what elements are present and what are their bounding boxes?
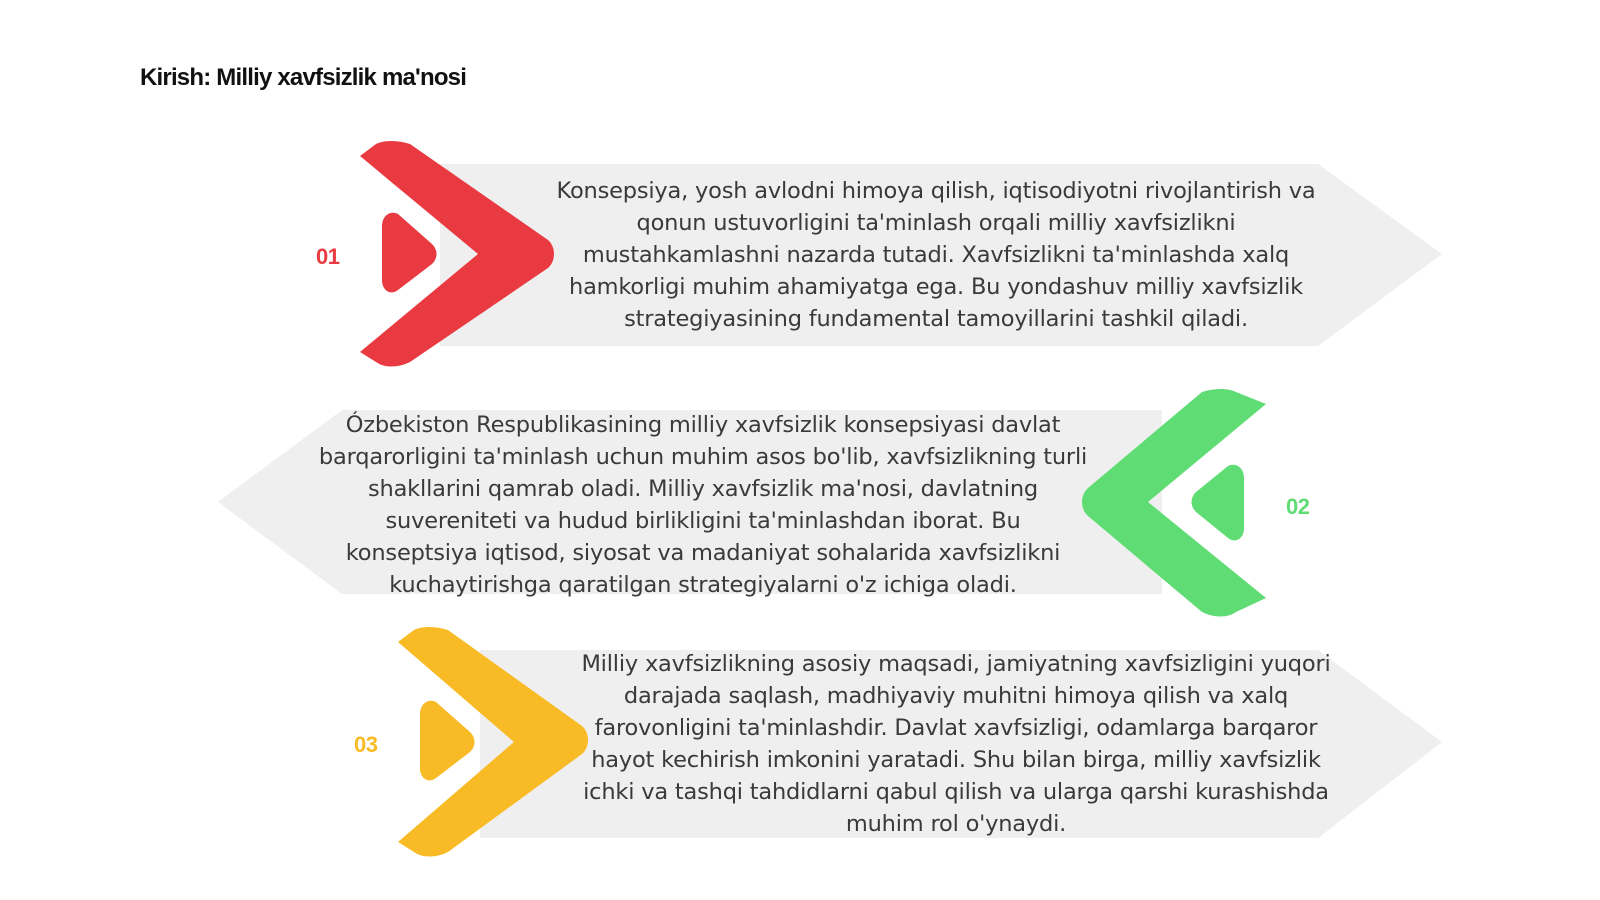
item-2-text: Ózbekiston Respublikasining milliy xavfsizlik konsepsiyasi davlat barqarorligini ta'minlash uchun muhim asos bo'lib, xavfsizlikning turli shakllarini qamrab oladi. Milliy xavfsizlik ma'nosi, davlatning suvereniteti va hudud birlikligini ta'minlashdan iborat. Bu konseptsiya iqtisod, siyosat va madaniyat sohalarida xavfsizlikni kuchaytirishga qaratilgan strategiyalarni o'z ichiga oladi. [318,412,1088,598]
item-3-inner-icon [420,701,475,781]
item-2-number: 02 [1286,494,1310,519]
item-3-text: Milliy xavfsizlikning asosiy maqsadi, jamiyatning xavfsizligini yuqori darajada saqlash, madhiyaviy muhitni himoya qilish va xalq farovonligini ta'minlashdir. Davlat xavfsizligi, odamlarga barqaror hayot kechirish imkonini yaratadi. Shu bilan birga, milliy xavfsizlik ichki va tashqi tahdidlarni qabul qilish va ularga qarshi kurashishda muhim rol o'ynaydi. [581,651,1331,837]
item-2-inner-icon [1192,465,1245,541]
slide-title: Kirish: Milliy xavfsizlik ma'nosi [140,64,467,91]
item-1-text: Konsepsiya, yosh avlodni himoya qilish, iqtisodiyotni rivojlantirish va qonun ustuvorligini ta'minlash orqali milliy xavfsizlikni mustahkamlashni nazarda tutadi. Xavfsizlikni ta'minlashda xalq hamkorligi muhim ahamiyatga ega. Bu yondashuv milliy xavfsizlik strategiyasining fundamental tamoyillarini tashkil qiladi. [556,178,1316,332]
item-3-number: 03 [354,732,378,757]
item-1-number: 01 [316,244,340,269]
item-1-inner-icon [382,213,437,293]
